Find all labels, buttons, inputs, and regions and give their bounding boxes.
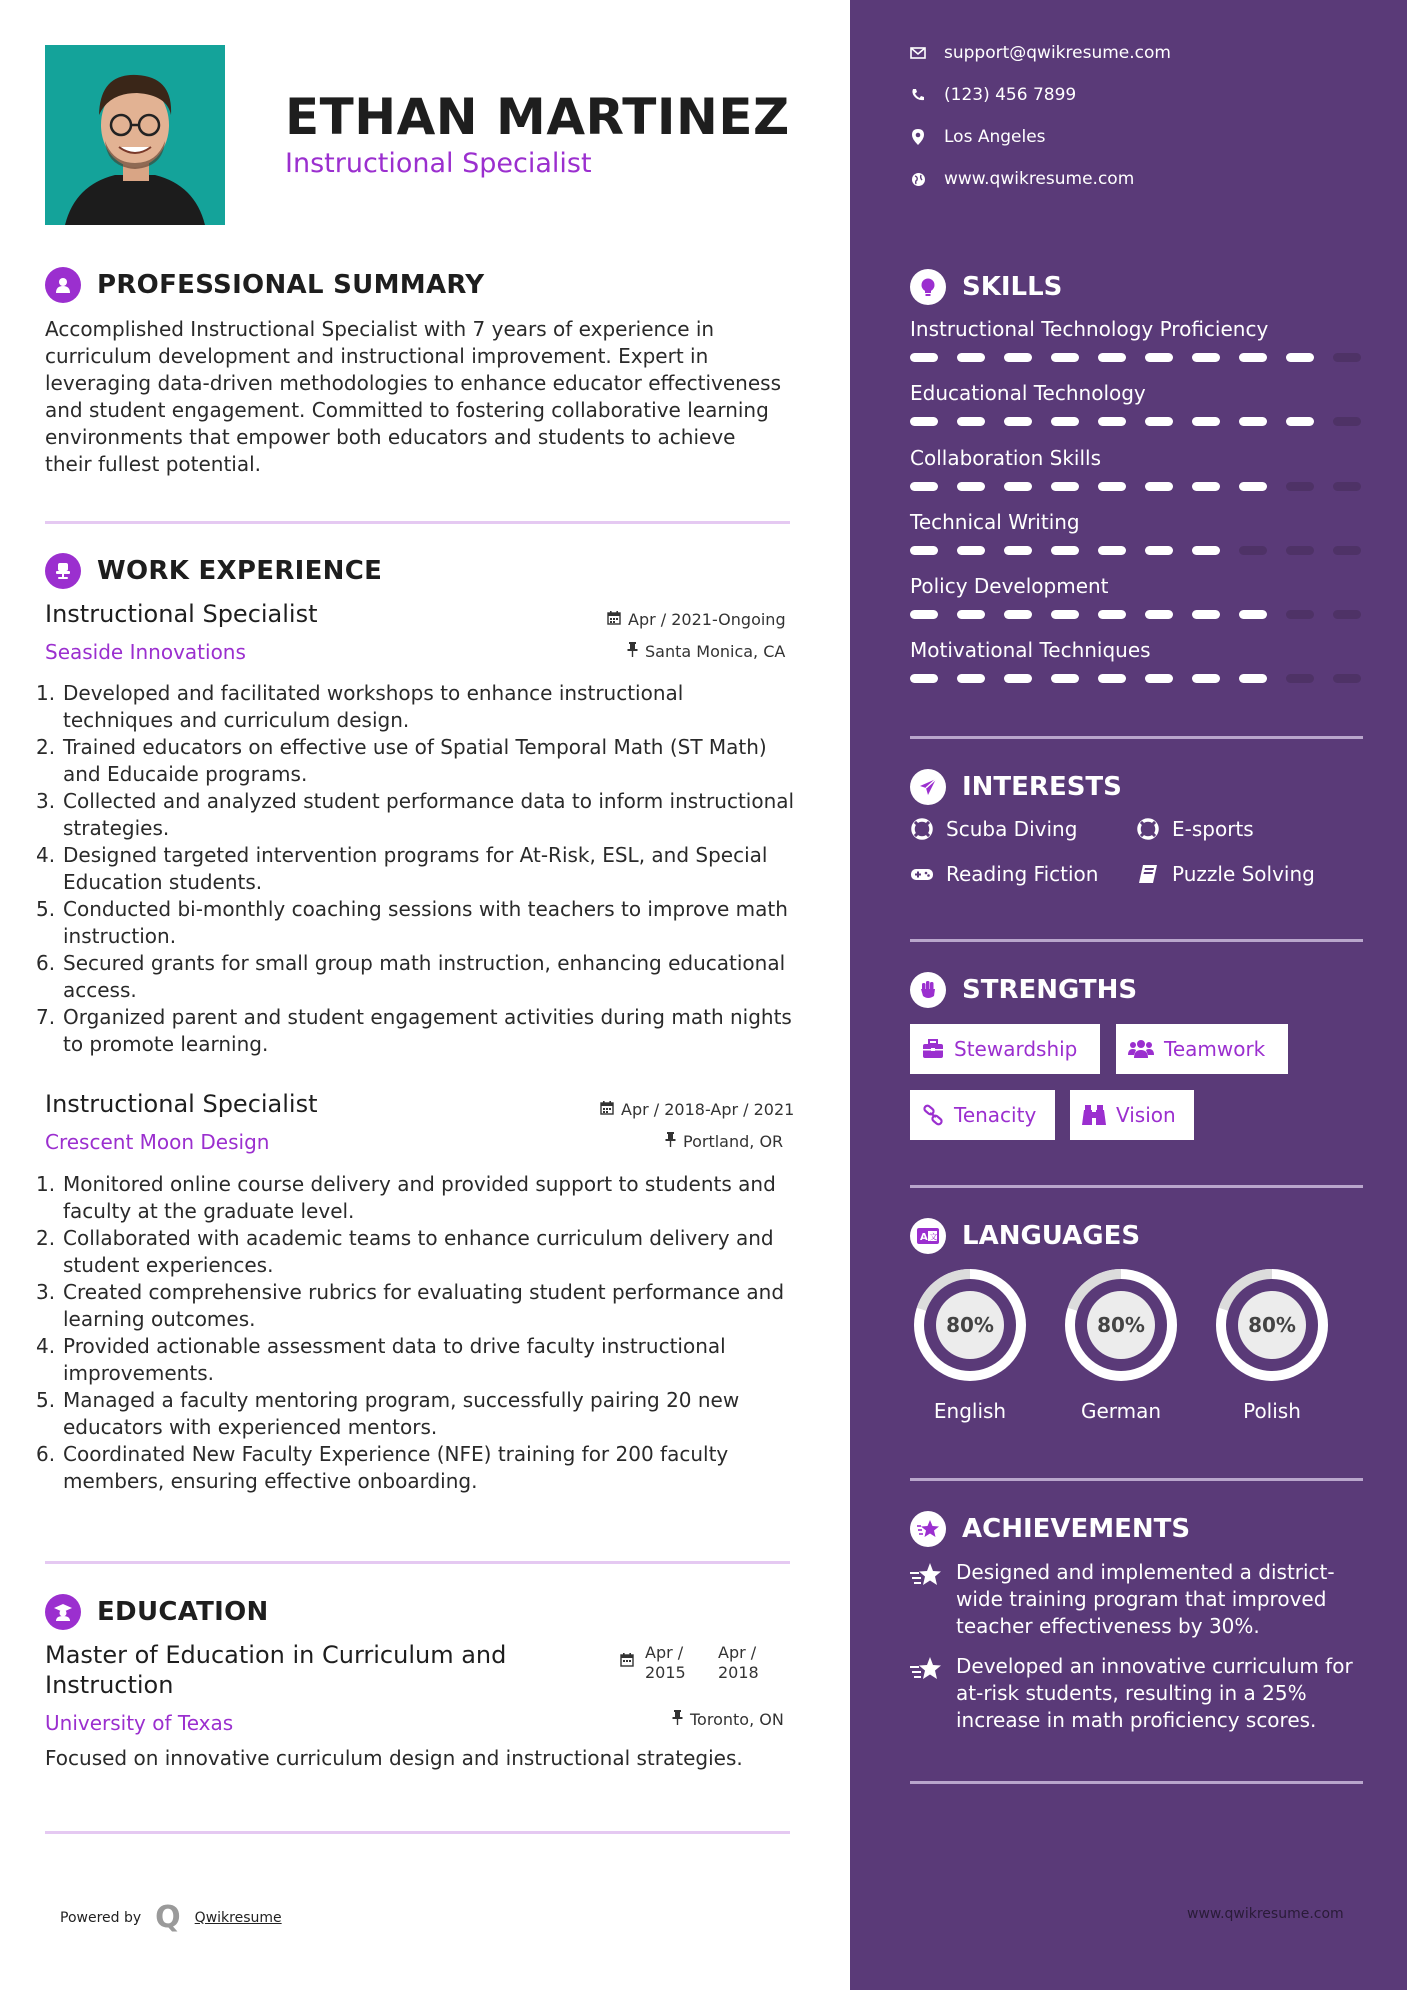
summary-heading: PROFESSIONAL SUMMARY	[97, 270, 485, 300]
job-date-text: Apr / 2021-Ongoing	[628, 610, 786, 629]
footer-website[interactable]: www.qwikresume.com	[1187, 1906, 1344, 1922]
edu-date-start-line: Apr /	[645, 1643, 684, 1662]
interest-item	[910, 817, 1077, 841]
interests-heading-row	[910, 769, 1122, 805]
skill-segment	[1098, 482, 1126, 491]
edu-location	[672, 1710, 784, 1729]
skill-segment	[1286, 610, 1314, 619]
skill-segment	[1051, 417, 1079, 426]
skill-segment	[957, 546, 985, 555]
duty-item: Provided actionable assessment data to drive faculty instructional improvements.	[63, 1334, 726, 1385]
skill-bar	[910, 353, 1361, 362]
skill-segment	[1239, 674, 1267, 683]
interests-heading: INTERESTS	[962, 772, 1122, 802]
skill-segment	[1004, 482, 1032, 491]
interest-label: Puzzle Solving	[1172, 862, 1315, 886]
candidate-title: Instructional Specialist	[285, 148, 592, 179]
achievement-text: Developed an innovative curriculum for at-risk students, resulting in a 25% increase in math proficiency scores.	[956, 1654, 1353, 1732]
skill-segment	[1098, 546, 1126, 555]
achievements-heading-row	[910, 1511, 1190, 1547]
skill-segment	[957, 417, 985, 426]
skill-segment	[957, 674, 985, 683]
skill-name: Technical Writing	[910, 510, 1080, 534]
section-divider	[910, 939, 1363, 942]
skill-segment	[1004, 674, 1032, 683]
strength-chip	[910, 1024, 1100, 1074]
achievement-item	[910, 1559, 1360, 1640]
company-name: Seaside Innovations	[45, 640, 246, 664]
skill-segment	[1145, 353, 1173, 362]
job-location	[665, 1132, 783, 1151]
language-name: German	[1080, 1399, 1162, 1423]
skill-segment	[1051, 546, 1079, 555]
skill-name: Educational Technology	[910, 381, 1146, 405]
contact-phone-text: (123) 456 7899	[944, 85, 1077, 105]
powered-by	[60, 1900, 282, 1935]
strength-label: Teamwork	[1164, 1037, 1266, 1061]
strengths-heading-row	[910, 972, 1137, 1008]
duty-item: Secured grants for small group math instruction, enhancing educational access.	[63, 951, 786, 1002]
skill-segment	[1098, 353, 1126, 362]
qwikresume-logo: Q	[155, 1900, 181, 1935]
duty-item: Coordinated New Faculty Experience (NFE) training for 200 faculty members, ensuring effective onboarding.	[63, 1442, 729, 1493]
users-icon	[1128, 1039, 1154, 1059]
school-name: University of Texas	[45, 1711, 234, 1735]
paper-plane-icon	[910, 769, 946, 805]
skill-segment	[1098, 417, 1126, 426]
office-chair-icon	[45, 553, 81, 589]
duty-item: Collaborated with academic teams to enhance curriculum delivery and student experiences.	[63, 1226, 774, 1277]
duty-item: Managed a faculty mentoring program, successfully pairing 20 new educators with experienced mentors.	[63, 1388, 740, 1439]
briefcase-icon	[922, 1039, 944, 1059]
skill-segment	[1239, 353, 1267, 362]
skill-segment	[1286, 674, 1314, 683]
languages-heading: LANGUAGES	[962, 1221, 1141, 1251]
interest-label: Reading Fiction	[946, 862, 1099, 886]
degree-title-cont: Instruction	[45, 1671, 174, 1699]
book-icon	[1136, 864, 1160, 884]
edu-description: Focused on innovative curriculum design and instructional strategies.	[45, 1746, 743, 1770]
language-gauge	[1211, 1264, 1333, 1390]
skill-segment	[1239, 417, 1267, 426]
duty-item: Monitored online course delivery and provided support to students and faculty at the graduate level.	[63, 1172, 776, 1223]
lifebuoy-icon	[1136, 818, 1160, 840]
interest-label: Scuba Diving	[946, 817, 1078, 841]
achievement-text: Designed and implemented a district-wide training program that improved teacher effectiveness by 30%.	[956, 1560, 1335, 1638]
skill-segment	[1145, 417, 1173, 426]
language-gauge	[909, 1264, 1031, 1390]
interest-item	[1136, 862, 1315, 886]
language-percent: 80%	[1248, 1313, 1296, 1337]
skill-segment	[957, 353, 985, 362]
skill-bar	[910, 674, 1361, 683]
summary-text: Accomplished Instructional Specialist with 7 years of experience in curriculum development and instructional improvement. Expert in leveraging data-driven methodologies to enhance educator effectiveness and student engagement. Committed to fostering collaborative learning environments that empower both educators and students to achieve their fullest potential.	[45, 317, 781, 476]
envelope-icon	[910, 47, 926, 59]
skill-segment	[910, 546, 938, 555]
powered-by-label: Powered by	[60, 1909, 142, 1926]
summary-heading-row	[45, 267, 484, 303]
education-heading-row	[45, 1594, 269, 1630]
section-divider	[45, 1561, 790, 1564]
skill-segment	[957, 482, 985, 491]
skill-segment	[1004, 546, 1032, 555]
skill-segment	[1333, 353, 1361, 362]
edu-date-end	[718, 1643, 759, 1683]
job-duties	[36, 680, 796, 1058]
language-name: English	[933, 1399, 1007, 1423]
pin-icon	[665, 1132, 676, 1151]
lifebuoy-icon	[910, 818, 934, 840]
skill-segment	[1239, 610, 1267, 619]
skill-name: Motivational Techniques	[910, 638, 1151, 662]
language-percent: 80%	[946, 1313, 994, 1337]
job-date	[600, 1100, 794, 1119]
strength-label: Tenacity	[954, 1103, 1037, 1127]
skill-segment	[1004, 417, 1032, 426]
translate-icon	[910, 1218, 946, 1254]
section-divider	[910, 736, 1363, 739]
skill-segment	[1192, 353, 1220, 362]
pin-icon	[627, 642, 638, 661]
duty-item: Collected and analyzed student performance data to inform instructional strategies.	[63, 789, 795, 840]
skill-segment	[910, 417, 938, 426]
job-date	[607, 610, 786, 629]
candidate-name: ETHAN MARTINEZ	[285, 88, 790, 146]
skill-segment	[1333, 417, 1361, 426]
duty-item: Trained educators on effective use of Spatial Temporal Math (ST Math) and Educaide programs.	[63, 735, 767, 786]
degree-title: Master of Education in Curriculum and	[45, 1641, 507, 1669]
skill-segment	[1145, 546, 1173, 555]
svg-text:文: 文	[929, 1232, 938, 1242]
skill-segment	[1333, 610, 1361, 619]
contact-location	[910, 127, 1046, 147]
skill-segment	[1145, 674, 1173, 683]
job-title: Instructional Specialist	[45, 600, 318, 628]
skill-segment	[1051, 353, 1079, 362]
binoculars-icon	[1082, 1104, 1106, 1126]
skill-segment	[1145, 482, 1173, 491]
edu-date-start-line: 2015	[645, 1663, 686, 1682]
qwikresume-link[interactable]: Qwikresume	[194, 1909, 282, 1926]
globe-icon	[910, 172, 926, 187]
star-badge-icon	[910, 1511, 946, 1547]
achievements-heading: ACHIEVEMENTS	[962, 1514, 1191, 1544]
contact-website-text: www.qwikresume.com	[944, 169, 1135, 189]
strengths-heading: STRENGTHS	[962, 975, 1138, 1005]
work-heading-row	[45, 553, 382, 589]
contact-email[interactable]	[910, 43, 1171, 63]
company-name: Crescent Moon Design	[45, 1130, 270, 1154]
calendar-icon	[620, 1652, 634, 1671]
duty-item: Developed and facilitated workshops to enhance instructional techniques and curriculum design.	[63, 681, 684, 732]
skill-bar	[910, 482, 1361, 491]
contact-phone[interactable]	[910, 85, 1076, 105]
strength-label: Stewardship	[954, 1037, 1078, 1061]
duty-item: Organized parent and student engagement activities during math nights to promote learning.	[63, 1005, 792, 1056]
strength-chip	[1116, 1024, 1288, 1074]
skill-segment	[1333, 674, 1361, 683]
strength-chip	[1070, 1090, 1194, 1140]
skill-segment	[1051, 610, 1079, 619]
skill-segment	[1192, 546, 1220, 555]
interest-item	[910, 862, 1098, 886]
skill-segment	[1004, 353, 1032, 362]
duty-item: Designed targeted intervention programs for At-Risk, ESL, and Special Education students.	[63, 843, 768, 894]
gamepad-icon	[910, 866, 934, 882]
skill-name: Collaboration Skills	[910, 446, 1102, 470]
skill-bar	[910, 610, 1361, 619]
skills-heading: SKILLS	[962, 272, 1063, 302]
language-gauge	[1060, 1264, 1182, 1390]
interest-item	[1136, 817, 1254, 841]
section-divider	[45, 521, 790, 524]
lightbulb-icon	[910, 269, 946, 305]
language-percent: 80%	[1097, 1313, 1145, 1337]
job-location-text: Portland, OR	[683, 1132, 784, 1151]
languages-heading-row	[910, 1218, 1140, 1254]
strength-label: Vision	[1116, 1103, 1176, 1127]
link-icon	[922, 1104, 944, 1126]
skill-segment	[957, 610, 985, 619]
achievement-item	[910, 1653, 1360, 1734]
skill-bar	[910, 546, 1361, 555]
shooting-star-icon	[910, 1653, 942, 1734]
skill-segment	[1051, 674, 1079, 683]
skill-segment	[1051, 482, 1079, 491]
skill-segment	[1286, 546, 1314, 555]
section-divider	[910, 1478, 1363, 1481]
edu-location-text: Toronto, ON	[690, 1710, 784, 1729]
duty-item: Conducted bi-monthly coaching sessions with teachers to improve math instruction.	[63, 897, 788, 948]
contact-website[interactable]	[910, 169, 1134, 189]
job-title: Instructional Specialist	[45, 1090, 318, 1118]
skill-segment	[910, 353, 938, 362]
skill-segment	[1239, 546, 1267, 555]
job-duties	[36, 1171, 796, 1495]
edu-date-start	[645, 1643, 686, 1683]
interest-label: E-sports	[1172, 817, 1254, 841]
skill-segment	[1145, 610, 1173, 619]
skill-name: Instructional Technology Proficiency	[910, 317, 1269, 341]
skill-segment	[1333, 546, 1361, 555]
skill-segment	[910, 482, 938, 491]
skill-segment	[1098, 610, 1126, 619]
graduate-icon	[45, 1594, 81, 1630]
skill-segment	[910, 674, 938, 683]
profile-photo	[45, 45, 225, 225]
user-icon	[45, 267, 81, 303]
skill-segment	[1192, 482, 1220, 491]
map-marker-icon	[910, 129, 926, 145]
phone-icon	[910, 88, 926, 102]
section-divider	[45, 1831, 790, 1834]
job-date-text: Apr / 2018-Apr / 2021	[621, 1100, 795, 1119]
pin-icon	[672, 1710, 683, 1729]
section-divider	[910, 1185, 1363, 1188]
contact-email-text: support@qwikresume.com	[944, 43, 1171, 63]
edu-date-end-line: 2018	[718, 1663, 759, 1682]
skill-segment	[1192, 417, 1220, 426]
skill-segment	[1098, 674, 1126, 683]
contact-location-text: Los Angeles	[944, 127, 1046, 147]
education-heading: EDUCATION	[97, 1597, 269, 1627]
calendar-icon	[607, 610, 621, 629]
section-divider	[910, 1781, 1363, 1784]
duty-item: Created comprehensive rubrics for evaluating student performance and learning outcomes.	[63, 1280, 785, 1331]
skill-bar	[910, 417, 1361, 426]
calendar-icon	[600, 1100, 614, 1119]
job-location	[627, 642, 785, 661]
language-name: Polish	[1243, 1399, 1301, 1423]
skill-segment	[910, 610, 938, 619]
skill-segment	[1004, 610, 1032, 619]
job-location-text: Santa Monica, CA	[645, 642, 786, 661]
skill-segment	[1286, 482, 1314, 491]
skill-segment	[1286, 353, 1314, 362]
skill-name: Policy Development	[910, 574, 1109, 598]
work-heading: WORK EXPERIENCE	[97, 556, 383, 586]
strength-chip	[910, 1090, 1055, 1140]
skills-heading-row	[910, 269, 1062, 305]
skill-segment	[1239, 482, 1267, 491]
edu-date-end-line: Apr /	[718, 1643, 757, 1662]
skill-segment	[1286, 417, 1314, 426]
svg-text:A: A	[920, 1232, 928, 1243]
fist-icon	[910, 972, 946, 1008]
skill-segment	[1333, 482, 1361, 491]
shooting-star-icon	[910, 1559, 942, 1640]
skill-segment	[1192, 674, 1220, 683]
skill-segment	[1192, 610, 1220, 619]
